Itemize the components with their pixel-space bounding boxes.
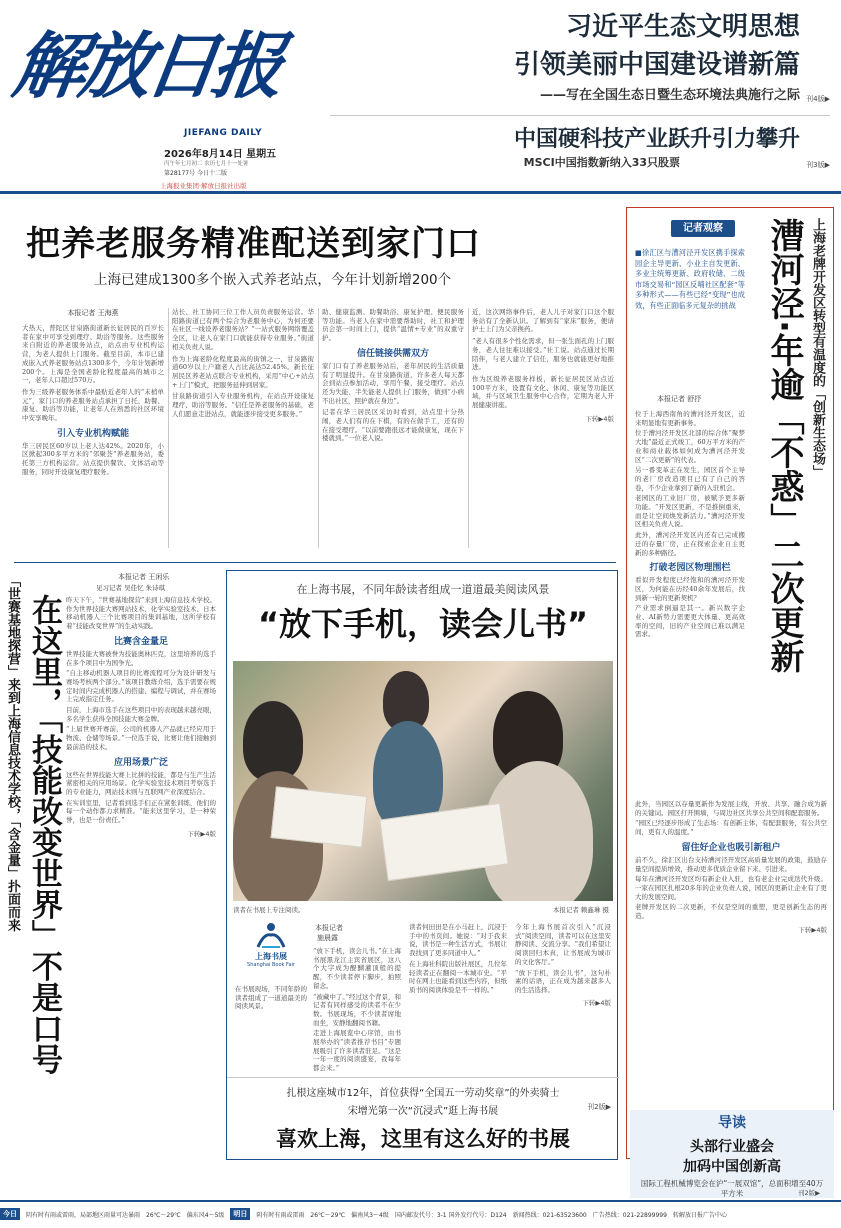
feature-p4: 读者何田田是在小马赶上，沉浸于手中的书页间。她说：“对于我来说，读书是一种生活方式，书展让我找到了更多同道中人。” <box>409 923 507 958</box>
feature-p3: 走进上海展览中心序馆，由书展举办的“读者推荐书目”专题展吸引了许多读者驻足。“这是一年一度的阅读盛宴，我每年都会来。” <box>313 1029 401 1072</box>
footer-tomorrow-wind: 偏南风3～4级 <box>351 1211 389 1219</box>
top-news-divider <box>330 115 830 116</box>
lead-col2-para3: 甘泉路街道引入专业服务机构，在站点开设康复理疗、助浴等服务。“信任是养老服务的基础，老人们愿意走进站点，就能逐步接受更多服务。” <box>172 392 314 418</box>
feature-caption: 读者在书展上专注阅读。 <box>233 906 305 914</box>
observer-bullet: ■徐汇区与漕河泾开发区携手探索园企主导更新、小业主自发更新、多业主统筹更新、政府收储、二级市场交易和“园区反哺社区配套”等多种形式——有些已经“变现”也成效，有些正面临多元复杂的挑战 <box>635 248 745 310</box>
feature-box <box>226 570 618 1160</box>
observer-p1: 位于上海西南角的漕河泾开发区，近来明显地有更新事务。 <box>635 410 745 427</box>
guide-jump[interactable]: 刊2版▶ <box>798 1189 821 1197</box>
top-news-1-jump[interactable]: 刊4版▶ <box>806 95 830 103</box>
guide-headline-2: 加码中国创新高 <box>683 1159 781 1175</box>
skills-story <box>0 566 222 1166</box>
masthead <box>8 10 290 180</box>
skills-jump[interactable]: 下转▶4版 <box>187 829 216 838</box>
observer-badge: 记者观察 <box>671 220 735 237</box>
header-rule <box>0 191 841 194</box>
observer-p8: 此外，当园区以存量更新作为发展主线，开放、共享、融合成为新的关键词。园区打开围墙，与周边社区共享公共空间和配套服务。 <box>635 800 827 817</box>
top-news-2-title: 中国硬科技产业跃升引力攀升 <box>513 127 800 152</box>
lead-subtitle: 上海已建成1300多个嵌入式养老站点，今年计划新增200个 <box>94 272 452 288</box>
footer-news-hotline: 新闻热线：021-63523600 <box>512 1211 587 1219</box>
skills-p3: “自主移动机器人项目的比赛流程可分为设计研发与赛场考核两个部分。”该项目教练介绍，选手需要在规定时间内完成机器人的搭建、编程与调试，并在赛场上完成指定任务。 <box>66 669 216 704</box>
masthead-issue: 第28177号 今日十二版 <box>164 170 227 177</box>
guide-headline-1: 头部行业盛会 <box>690 1139 774 1155</box>
masthead-calligraphy: 解放日报 <box>8 23 285 108</box>
lead-author: 本报记者 王海燕 <box>67 309 119 317</box>
feature-p0: 在书展现场，不同年龄的读者组成了一道道最美的阅读风景。 <box>235 985 307 1011</box>
feature-photo <box>233 661 613 901</box>
lead-col2-para2: 作为上海老龄化程度最高的街镇之一，甘泉路街道60岁以上户籍老人占比高达52.45%。新长征居民区养老站点联合专业机构，采用“中心+站点+上门”模式，把服务延伸到居家。 <box>172 354 314 389</box>
lead-col4-para1: 近，这次网络事件后，老人儿子对家门口这个服务站有了全新认识。了解到有“家床”服务，便请护士上门为父亲换药。 <box>472 308 614 334</box>
lead-col1-para2: 作为三级养老服务体系中最贴近老年人的“末梢单元”，家门口的养老服务站点承担了日托、助餐、康复、助浴等功能，让老年人在熟悉的社区环境中安享晚年。 <box>22 387 164 423</box>
top-news-2[interactable] <box>330 118 830 173</box>
bottom-story-title: 喜欢上海，这里有这么好的书展 <box>276 1127 570 1151</box>
observer-p2: 位于漕河泾开发区北部的综合体“聚梦大地”最近正式竣工，60万平方米的产业和商业载体如何成为漕河泾开发区“二次更新”的代表。 <box>635 429 745 464</box>
lead-col-divider-1 <box>168 308 169 548</box>
top-news-2-subtitle: MSCI中国指数新纳入33只股票 <box>523 156 680 169</box>
guide-summary: 国际工程机械博览会在沪“一展双馆”，总面积增至40万平方米 <box>640 1179 824 1198</box>
observer-p12: 老牌开发区的二次更新，不仅是空间的重塑，更是创新生态的再造。 <box>635 903 827 921</box>
observer-p9: “园区已经逐步形成了生态场：有创新主体，有配套服务，有公共空间，更有人的温度。” <box>635 819 827 837</box>
feature-jump[interactable]: 下转▶4版 <box>582 998 611 1007</box>
footer-today-wind: 偏东风4～5级 <box>186 1211 225 1219</box>
lead-col3-para2: 家门口有了养老服务站后，老年居民的生活质量有了明显提升。在甘泉路街道，许多老人每天都会到站点参加活动，享用午餐，接受理疗。站点还为失能、半失能老人提供上门服务，做到“小病不出社区，照护就在身边”。 <box>322 361 464 405</box>
masthead-lunar: 丙午年七月初二 农历七月十一处暑 <box>164 161 249 167</box>
footer-rule <box>0 1200 841 1202</box>
open-book <box>271 786 368 847</box>
feature-author-2: 施晨露 <box>317 934 338 942</box>
lead-col-divider-3 <box>468 308 469 548</box>
bookfair-logo <box>235 921 307 981</box>
bookfair-logo-en: Shanghai Book Fair <box>247 962 295 968</box>
footer-tomorrow-label: 明日 <box>230 1208 250 1220</box>
skills-p1: 昨天下午，“世赛基地探营”来到上海信息技术学校。作为世界技能大赛网站技术、化学实验室技术、日本移动机器人三个比赛项目的集训基地，这所学校有着“技能改变世界”的生动实践。 <box>66 596 216 631</box>
top-news-2-jump[interactable]: 刊3版▶ <box>806 161 830 169</box>
feature-author: 本报记者 <box>315 924 343 932</box>
observer-p6: 看似开发程度已经饱和的漕河泾开发区，为何能在历经40余年发展后，找到新一轮的更新契机？ <box>635 576 745 602</box>
skills-subhead-1: 比赛含金量足 <box>113 636 168 647</box>
observer-body-top <box>635 410 745 810</box>
skills-subhead-2: 应用场景广泛 <box>113 757 168 768</box>
observer-subhead-2: 留住好企业也吸引新租户 <box>681 842 781 853</box>
feature-col-1 <box>313 947 401 1072</box>
bookfair-logo-icon <box>254 921 288 951</box>
masthead-publisher: 上海报业集团·解放日报社出版 <box>160 182 247 190</box>
footer-today-weather: 阴有时有雨或雷雨，局部地区雨量可达暴雨 <box>26 1211 141 1219</box>
feature-title: “放下手机，读会儿书” <box>257 605 589 643</box>
skills-p6: 这些在世界技能大赛上比拼的技能，都是与生产生活紧密相关的应用场景。化学实验室技术项目考察选手的专业能力，网站技术则与互联网产业深度结合。 <box>66 770 216 796</box>
bookfair-logo-text: 上海书展 <box>255 952 287 961</box>
lead-subhead-2: 信任链接供需双方 <box>356 348 429 359</box>
lead-col3-para3: 记者在华三居民区采访时看到，站点里十分热闹，老人们有的在下棋，有的在做手工，还有的在接受理疗。“以前要跑很远才能做康复，现在下楼就到。”一位老人说。 <box>322 408 464 443</box>
masthead-pinyin: JIEFANG DAILY <box>184 128 263 138</box>
feature-p6: 今年上海书展首次引入“沉浸式”阅读空间，读者可以在这里安静阅读、交流分享。“我们希望让阅读回归本真，让书展成为城市的文化客厅。” <box>515 923 611 966</box>
footer-bar <box>0 1206 841 1222</box>
feature-p5: 在上海社科院出版社展区，几位年轻读者正在翻阅一本城市史。“平时在网上也能看到这些内容，但纸质书的阅读体验是不一样的。” <box>409 959 507 994</box>
footer-ad-hotline: 广告热线：021-22899999 <box>592 1211 667 1219</box>
feature-p2: “被藏中了。”经过这个背景，和记者有同样感受的读者不在少数。书展现场，不少读者席地而坐，安静地翻阅书籍。 <box>313 992 401 1027</box>
top-news-1-subtitle: ——写在全国生态日暨生态环境法典施行之际 <box>539 88 800 103</box>
feature-kicker: 在上海书展，不同年龄读者组成一道道最美阅读风景 <box>296 583 550 596</box>
top-news-1-title-line1: 习近平生态文明思想 <box>565 12 800 42</box>
lead-jump[interactable]: 下转▶4版 <box>585 414 614 423</box>
footer-ad-center: 转解放日报广告中心 <box>672 1211 727 1219</box>
bottom-story-kicker-1: 扎根这座城市12年，首位获得“全国五一劳动奖章”的外卖骑士 <box>286 1088 560 1099</box>
footer-tomorrow-weather: 阴有时有雨或雷雨 <box>256 1211 305 1219</box>
observer-p7: 产业需求倒逼是其一。新兴数字企业、AI新势力需要更大体量、更高效率的空间，旧的产业空间已难以满足需求。 <box>635 604 745 639</box>
feature-p1: “放下手机，读会儿书。”在上海书展黑龙江主宾省展区，这八个大字成为醍醐灌顶般的提醒，不少读者停下脚步，拍照留念。 <box>313 947 401 990</box>
masthead-date: 2026年8月14日 星期五 <box>164 149 277 160</box>
bottom-story[interactable] <box>227 1077 619 1160</box>
observer-box <box>626 207 834 1159</box>
feature-col-2 <box>409 923 507 1071</box>
lead-col-divider-2 <box>318 308 319 548</box>
observer-vtitle-small: 上海老牌开发区转型有温度的「创新生态场」 <box>810 218 825 478</box>
skills-vtitle-big: 在这里，「技能改变世界」不是口号 <box>26 594 62 1075</box>
observer-jump[interactable]: 下转▶4版 <box>798 925 827 934</box>
feature-col-0 <box>235 985 307 1073</box>
observer-p3: 另一番变革正在发生，园区首个主导的老厂房改造项目已有了自己的答卷，不少企业拿到了新的入驻机会。 <box>635 466 745 492</box>
observer-p4: 老园区的工业旧厂房，被赋予更多新功能。“开发区更新，不是推倒重来，而是让空间焕发新活力。”漕河泾开发区相关负责人说。 <box>635 494 745 529</box>
observer-p11: 每年在漕河泾开发区均有新企业入驻，也有老企业完成迭代升级。一家在园区扎根20多年的企业负责人说，园区的更新让企业有了更大的发展空间。 <box>635 875 827 901</box>
guide-label: 导读 <box>718 1115 746 1131</box>
skills-author: 本报记者 王闲乐 <box>118 573 170 581</box>
lead-col3-para1: 助、健康监测、助餐助浴、康复护理、便民服务等功能。当老人在家中需要帮助时，社工和护理员会第一时间上门，提供“温情+专业”的双重守护。 <box>322 308 464 343</box>
footer-today-temp: 26℃～29℃ <box>146 1211 181 1219</box>
lead-col1-para3: 华三居民区60岁以上老人达42%。2020年，小区掀起300多平方米的“邻聚荟”养老服务站，委托第三方机构运营。站点提供餐饮、文体活动等服务，同时开设康复理疗服务。 <box>22 441 164 476</box>
lead-col2-para1: 站长、社工协同三位工作人员负责服务运营。华阳路街道已有两个综合为老服务中心，为何还要在社区一线设养老服务站？“一站式服务网络覆盖全区，让老人在家门口就能获得专业服务。”街道相关负责人说。 <box>172 308 314 351</box>
skills-p5: “上届世赛开赛前，公司的机器人产品就已经应用于物流、仓储等场景。”一位选手说，比赛让他们接触到最前沿的技术。 <box>66 725 216 751</box>
guide-box[interactable] <box>630 1110 834 1198</box>
footer-tomorrow-temp: 26℃～29℃ <box>310 1211 346 1219</box>
observer-p5: 此外，漕河泾开发区内还有已完成搬迁的存量厂房，正在探索企业自主更新的多种路径。 <box>635 531 745 557</box>
observer-body-bottom <box>635 800 827 1150</box>
bottom-story-jump[interactable]: 刊2版▶ <box>587 1103 611 1111</box>
feature-p7: “放下手机，读会儿书”，这句朴素的话语，正在成为越来越多人的生活选择。 <box>515 968 611 994</box>
skills-p2: 世界技能大赛被誉为技能奥林匹克，这里培养的选手在多个项目中为国争光。 <box>66 649 216 667</box>
footer-postal-code: 国内邮发代号：3-1 国外发行代号：D124 <box>394 1211 507 1219</box>
lead-title: 把养老服务精准配送到家门口 <box>26 224 481 264</box>
observer-subhead-1: 打破老园区物理围栏 <box>649 563 731 574</box>
bottom-story-kicker-2: 宋增光第一次“沉浸式”逛上海书展 <box>347 1106 499 1117</box>
observer-vtitle-big: 漕河泾·年逾「不惑」二次更新 <box>764 218 804 673</box>
skills-author-2: 见习记者 吴佳忆 朱诗琪 <box>96 584 166 592</box>
top-news-1[interactable] <box>330 6 830 116</box>
lead-subhead-1: 引入专业机构赋能 <box>56 428 129 439</box>
footer-today-label: 今日 <box>0 1208 20 1220</box>
feature-credit: 本报记者 赖鑫琳 摄 <box>552 906 609 914</box>
observer-p10: 前不久，徐汇区出台支持漕河泾开发区高质量发展的政策，鼓励存量空间提质增效，推动更多优质企业留下来、引进来。 <box>635 855 827 873</box>
skills-p7: 在实训室里，记者看到选手们正在紧张训练，他们的每一个动作都力求精准。“能来这里学习，是一种荣誉，也是一份责任。” <box>66 798 216 825</box>
lead-col4-para3: 作为区级养老服务样板，新长征居民区站点近100平方米，设置有文化、休闲、康复等功能区域，并与区域卫生服务中心合作，定期为老人开展健康讲座。 <box>472 374 614 410</box>
reader-figure <box>243 701 303 781</box>
skills-p4: 目前，上海市选手在这些项目中的表现越来越亮眼，多名学生获得全国技能大赛金牌。 <box>66 706 216 723</box>
lead-col4-para2: “老人有很多个性化需求，但一张生面孔的上门服务，老人往往难以接受。”社工说。站点通过长期陪伴，与老人建立了信任，服务也就能更好地推进。 <box>472 337 614 372</box>
lead-col1-para1: 大热天，普陀区甘泉路街道新长征居民的百岁长者在家中可享受到理疗、助浴等服务。这些服务来自附近的养老服务站点，站点由专业机构运营，为老人提供上门服务。截至目前，本市已建成嵌入式养老服务站点1300多个，今年计划新增200个。上海是全国老龄化程度最高的城市之一，老年人口超过570万。 <box>22 324 164 385</box>
feature-col-3 <box>515 923 611 1071</box>
top-news-1-title-line2: 引领美丽中国建设谱新篇 <box>513 50 800 80</box>
observer-author: 本报记者 舒抒 <box>657 395 702 403</box>
skills-vtitle-small: 「世赛基地探营」来到上海信息技术学校，「含金量」扑面而来 <box>5 574 20 932</box>
skills-body <box>66 596 216 1158</box>
lead-bottom-rule <box>14 562 616 563</box>
